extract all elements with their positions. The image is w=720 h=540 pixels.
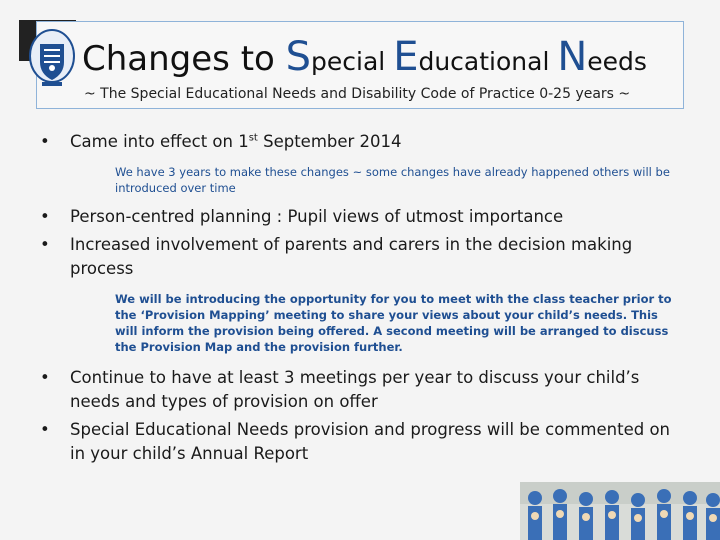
bullet-glyph: • bbox=[40, 235, 50, 254]
bullet-glyph: • bbox=[40, 207, 50, 226]
bullet-annual-report: Special Educational Needs provision and progress will be commented on in your child’s Annual Report bbox=[70, 420, 670, 463]
bullet-parent-involvement: Increased involvement of parents and carers in the decision making process bbox=[70, 235, 633, 278]
bullet-glyph: • bbox=[40, 132, 50, 151]
page-title: Changes to Special Educational Needs bbox=[82, 34, 647, 80]
bullet-person-centred: Person-centred planning : Pupil views of utmost importance bbox=[70, 207, 564, 226]
page-subtitle: ~ The Special Educational Needs and Disability Code of Practice 0-25 years ~ bbox=[84, 86, 631, 102]
note-provision-mapping: We will be introducing the opportunity for you to meet with the class teacher prior to the ‘Provision Mapping’ meeting to share your views about your child’s needs. This will inform the provision being offered. A second meeting will be arranged to discuss the Provision Map and the provision further. bbox=[115, 292, 672, 354]
note-three-years: We have 3 years to make these changes ~ some changes have already happened others will be introduced over time bbox=[115, 165, 670, 195]
bullet-glyph: • bbox=[40, 420, 50, 439]
bullet-effective-date: Came into effect on 1st September 2014 bbox=[70, 132, 402, 151]
bullet-glyph: • bbox=[40, 368, 50, 387]
children-photo bbox=[520, 482, 720, 540]
bullet-meetings: Continue to have at least 3 meetings per year to discuss your child’s needs and types of provision on offer bbox=[70, 368, 640, 411]
school-crest-logo bbox=[27, 28, 77, 90]
